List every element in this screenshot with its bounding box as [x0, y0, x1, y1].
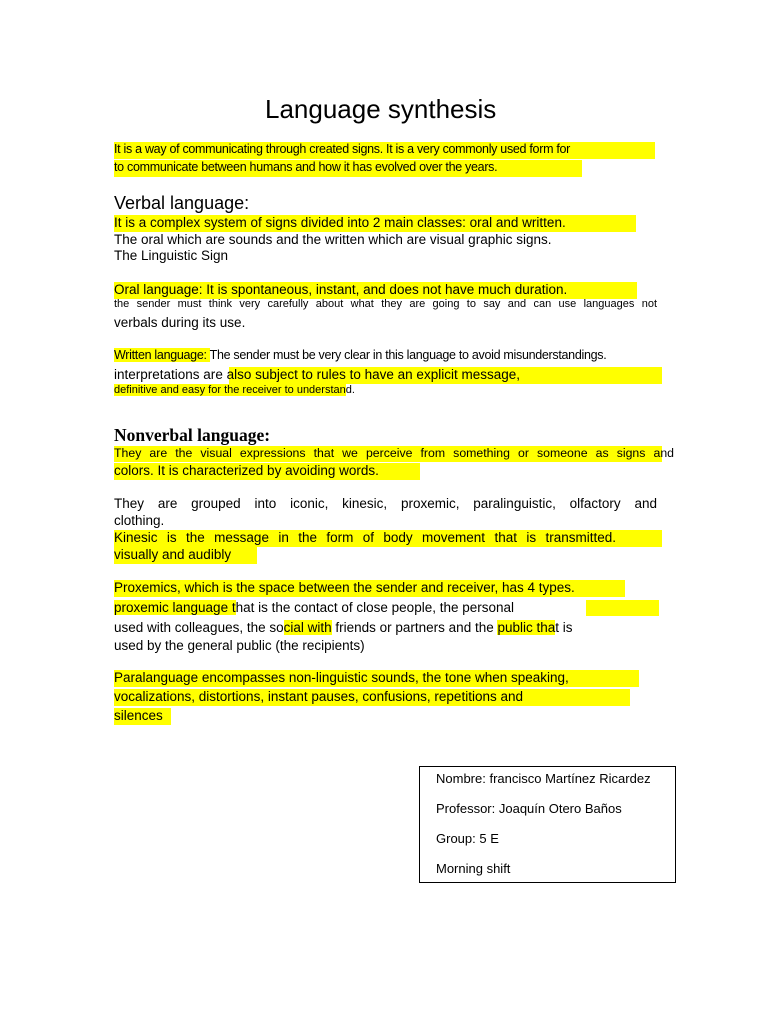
proxemics-line-3b: cial with [283, 620, 332, 635]
kinesic-line-1: Kinesic is the message in the form of body movement that is transmitted. [114, 530, 616, 545]
nonverbal-line-1b: nd [660, 446, 674, 460]
nonverbal-line-1a: They are the visual expressions that we perceive from something or someone as signs a [114, 446, 661, 460]
proxemics-line-3e: t is [555, 620, 573, 635]
verbal-line-2: The oral which are sounds and the written which are visual graphic signs. [114, 232, 552, 247]
paralanguage-line-2: vocalizations, distortions, instant pauses, confusions, repetitions and [114, 689, 523, 704]
written-label: Written language: [114, 348, 210, 362]
group-label: Group: 5 E [436, 831, 499, 846]
groups-line-2: clothing. [114, 513, 165, 528]
proxemics-line-2 [114, 600, 514, 615]
proxemics-line-2b: hat is the contact of close people, the personal [235, 600, 515, 615]
oral-line-3: verbals during its use. [114, 315, 246, 330]
written-rest: The sender must be very clear in this language to avoid misunderstandings. [209, 348, 607, 362]
paralanguage-line-1: Paralanguage encompasses non-linguistic sounds, the tone when speaking, [114, 670, 569, 685]
proxemics-line-3 [114, 620, 573, 635]
proxemics-line-3a: used with colleagues, the so [114, 620, 284, 635]
proxemics-line-1: Proxemics, which is the space between the sender and receiver, has 4 types. [114, 580, 575, 595]
verbal-line-1: It is a complex system of signs divided into 2 main classes: oral and written. [114, 215, 566, 230]
oral-line-2: the sender must think very carefully about what they are going to say and can use languages not [114, 298, 657, 310]
highlight-mark [586, 600, 659, 616]
page-title: Language synthesis [265, 94, 497, 124]
proxemics-line-4: used by the general public (the recipients) [114, 638, 365, 653]
written-line-2b: e also subject to rules to have an explicit message, [215, 367, 520, 382]
verbal-line-3: The Linguistic Sign [114, 248, 229, 263]
groups-line-1: They are grouped into iconic, kinesic, proxemic, paralinguistic, olfactory and [114, 496, 657, 511]
nonverbal-line-2: colors. It is characterized by avoiding words. [114, 463, 379, 478]
nonverbal-line-1 [114, 446, 674, 460]
shift-label: Morning shift [436, 861, 511, 876]
written-line-2a: interpretations ar [114, 367, 216, 382]
proxemics-line-2a: proxemic language t [114, 600, 236, 615]
student-info-box [419, 766, 676, 883]
kinesic-line-2: visually and audibly [114, 547, 232, 562]
verbal-heading: Verbal language: [114, 193, 250, 213]
oral-line-1 [114, 282, 636, 297]
proxemics-line-3c: friends or partners and the [331, 620, 498, 635]
intro-line-1: It is a way of communicating through created signs. It is a very commonly used form for [114, 142, 571, 156]
written-line-1 [114, 348, 606, 362]
proxemics-line-3d: public tha [497, 620, 556, 635]
oral-line-1-text: Oral language: It is spontaneous, instant, and does not have much duration. [114, 282, 568, 297]
written-line-2 [114, 367, 520, 382]
student-name: Nombre: francisco Martínez Ricardez [436, 771, 651, 786]
nonverbal-heading: Nonverbal language: [114, 425, 271, 445]
intro-line-2: to communicate between humans and how it has evolved over the years. [114, 160, 498, 174]
paralanguage-line-3: silences [114, 708, 163, 723]
written-line-3 [114, 384, 355, 396]
written-line-3a: definitive and easy for the receiver to understan [114, 384, 346, 396]
professor-name: Professor: Joaquín Otero Baños [436, 801, 622, 816]
written-line-3b: d. [345, 384, 355, 396]
